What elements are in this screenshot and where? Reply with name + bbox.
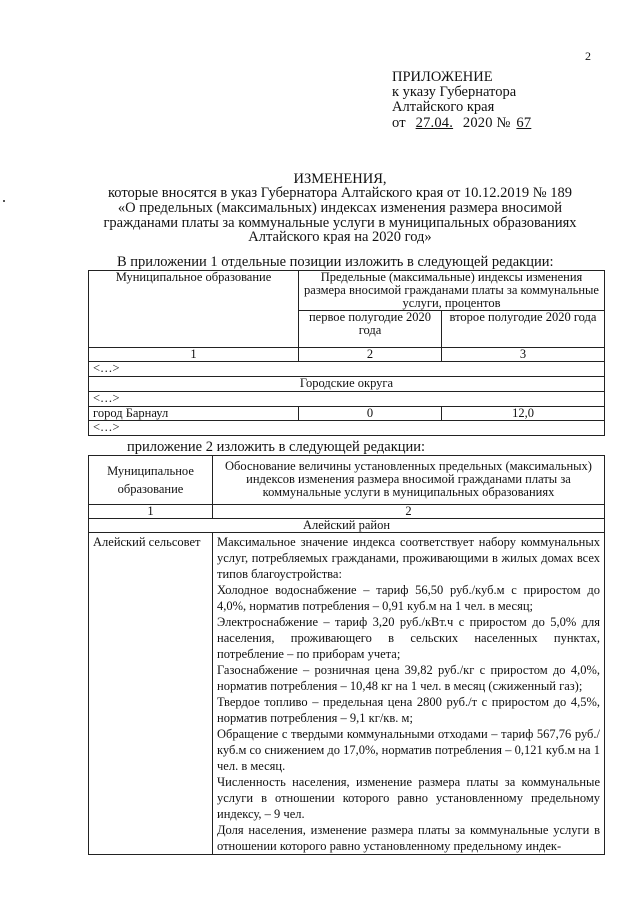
basis-paragraph: Численность населения, изменение размера платы за коммунальные услуги в отношении которого равно установленному предельному индексу, – 9 чел. [217,775,600,821]
t2-colnum-1: 1 [89,505,213,519]
page-number: 2 [585,49,591,63]
t2-district-row: Алейский район [89,519,605,533]
appendix1-table [88,270,605,436]
t1-header-half1: первое полугодие 2020 года [299,311,442,348]
t2-colnum-2: 2 [213,505,605,519]
t1-header-half2: второе полугодие 2020 года [442,311,605,348]
title-line-4: Алтайского края на 2020 год» [248,229,432,245]
appendix-date-line [392,116,541,131]
t1-ellipsis-row-3: <…> [89,421,605,436]
t1-group-row: Городские округа [89,377,605,392]
t1-ellipsis-row-2: <…> [89,392,605,407]
title-line-3: гражданами платы за коммунальные услуги в муниципальных образованиях [103,215,577,231]
t2-row-basis [213,533,605,855]
t1-header-municipality: Муниципальное образование [89,271,299,348]
t1-row-value-1: 0 [299,407,442,421]
basis-paragraph: Доля населения, изменение размера платы за коммунальные услуги в отношении которого равно установленному предельному индек- [217,823,600,853]
t2-row-name: Алейский сельсовет [89,533,213,855]
basis-paragraph: Электроснабжение – тариф 3,20 руб./кВт.ч с приростом до 5,0% для населения, проживающего в сельских населенных пунктах, потребление – по приборам учета; [217,615,600,661]
t2-header-basis: Обоснование величины установленных предельных (максимальных) индексов изменения размера вносимой гражданами платы за коммунальные услуги в муниципальных образованиях [213,456,605,505]
title-line-2: «О предельных (максимальных) индексах изменения размера вносимой [117,200,563,216]
basis-paragraph: Максимальное значение индекса соответствует набору коммунальных услуг, потребляемых гражданами, проживающими в жилых домах всех типов благоустройства: [217,535,600,581]
t1-header-index: Предельные (максимальные) индексы изменения размера вносимой гражданами платы за коммунальные услуги, процентов [299,271,605,311]
t1-colnum-2: 2 [299,348,442,362]
basis-paragraph: Твердое топливо – предельная цена 2800 руб./т с приростом до 4,5%, норматив потребления – 9,1 кг/кв. м; [217,695,600,725]
t1-colnum-1: 1 [89,348,299,362]
t1-row-name: город Барнаул [89,407,299,421]
t1-ellipsis-row: <…> [89,362,605,377]
date-prefix: от [392,115,406,131]
appendix-line-3: Алтайского края [392,99,495,115]
appendix-line-2: к указу Губернатора [392,84,517,100]
date-year: 2020 № [462,115,511,131]
appendix2-table [88,455,605,855]
date-value: 27.04. [415,115,454,131]
t2-header-municipality: Муниципальное образование [89,456,213,505]
t1-colnum-3: 3 [442,348,605,362]
basis-paragraph: Холодное водоснабжение – тариф 56,50 руб./куб.м с приростом до 4,0%, норматив потребления – 0,91 куб.м на 1 чел. в месяц; [217,583,600,613]
title-line-1: которые вносятся в указ Губернатора Алтайского края от 10.12.2019 № 189 [107,185,572,201]
title-heading: ИЗМЕНЕНИЯ, [293,171,387,187]
decree-number: 67 [516,115,532,131]
appendix-title: ПРИЛОЖЕНИЕ [392,69,493,85]
t1-row-value-2: 12,0 [442,407,605,421]
section2-intro: приложение 2 изложить в следующей редакции: [127,439,426,455]
scan-mark [3,200,5,202]
basis-paragraph: Газоснабжение – розничная цена 39,82 руб./кг с приростом до 4,0%, норматив потребления – 10,48 кг на 1 чел. в месяц (сжиженный газ); [217,663,600,693]
section1-intro: В приложении 1 отдельные позиции изложить в следующей редакции: [117,254,554,270]
basis-paragraph: Обращение с твердыми коммунальными отходами – тариф 567,76 руб./куб.м со снижением до 17,0%, норматив потребления – 0,121 куб.м на 1 чел. в месяц. [217,727,600,773]
